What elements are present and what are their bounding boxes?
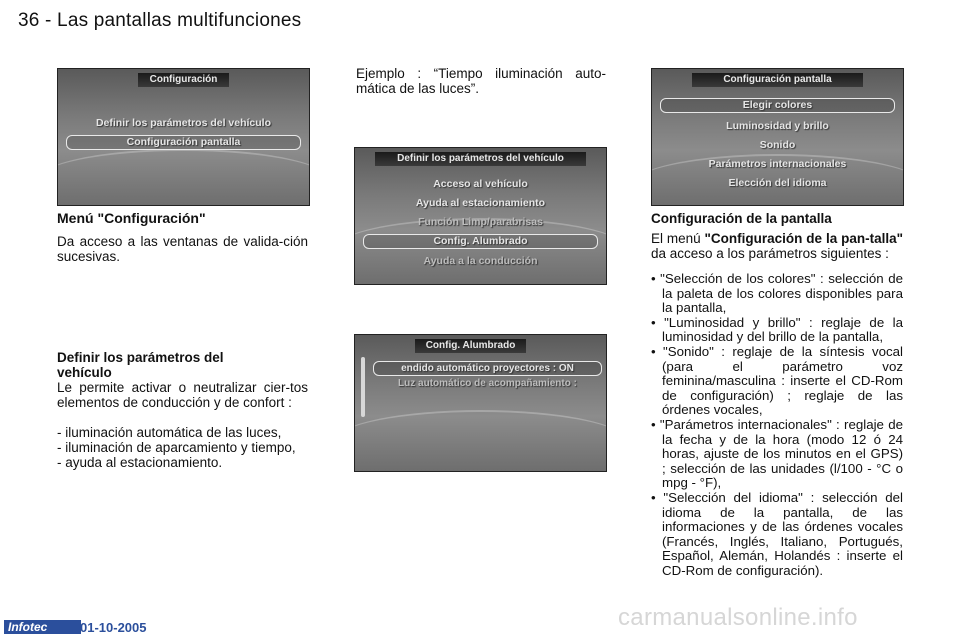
page-title: Las pantallas multifunciones [57,10,302,31]
menu-item: Parámetros internacionales [708,158,847,170]
menu-item: Ayuda a la conducción [423,255,538,267]
list-item: - ayuda al estacionamiento. [57,455,223,471]
heading-configuracion-pantalla: Configuración de la pantalla [651,211,832,226]
footer-date: 01-10-2005 [80,620,147,635]
list-item: - iluminación automática de las luces, [57,425,282,440]
screen-definir-parametros [354,147,607,285]
list-item: • "Luminosidad y brillo" : reglaje de la luminosidad y del brillo de la pantalla, [651,314,903,345]
list-item: - iluminación de aparcamiento y tiempo, [57,440,296,456]
list-item: • "Selección del idioma" : selección del idioma de la pantalla, de las informaciones y de las órdenes vocales (Francés, Inglés, Italiano, Portugués, Español, Alemán, Holandés : inserte el CD-Rom de configuración). [651,489,903,578]
para-configuracion-pantalla [651,231,903,261]
list-item: • "Selección de los colores" : selección de la paleta de los colores disponibles para la pantalla, [651,271,903,316]
page-number: 36 [18,10,40,31]
screen-config-alumbrado [354,334,607,472]
heading-definir-parametros: Definir los parámetros del vehículo [57,350,224,380]
screen-configuracion-pantalla [651,68,904,206]
para-definir-parametros: Le permite activar o neutralizar cier-tos elementos de conducción y de confort : [57,380,308,411]
menu-item-selected: Config. Alumbrado [363,234,598,249]
screen-configuracion [57,68,310,206]
menu-item: Luz automático de acompañamiento : [398,378,577,389]
intro-text: El menú [651,231,705,246]
heading-menu-configuracion: Menú "Configuración" [57,210,206,226]
menu-item: Elección del idioma [728,177,827,189]
menu-item-selected: Elegir colores [660,98,895,113]
screen-title: Configuración pantalla [692,73,863,87]
screen-title: Definir los parámetros del vehículo [375,152,586,166]
page-header [18,10,301,32]
intro-bold: "Configuración de la pan-talla" [704,231,903,246]
menu-item: Sonido [759,139,796,151]
screen-title: Configuración [138,73,229,87]
para-menu-configuracion: Da acceso a las ventanas de valida-ción sucesivas. [57,234,308,265]
list-configuracion-pantalla [651,272,903,578]
watermark: carmanualsonline.info [618,604,858,631]
list-item: • "Sonido" : reglaje de la síntesis vocal (para el parámetro voz feminina/masculina : inserte el CD-Rom de configuración) ; reglaje de las órdenes vocales, [651,343,903,418]
intro-text-end: da acceso a los parámetros siguientes : [651,246,889,262]
infotec-logo: Infotec [4,620,81,634]
menu-item: Función Limp/parabrisas [418,216,543,228]
menu-item: Ayuda al estacionamiento [415,197,546,209]
list-definir-parametros [57,425,308,471]
menu-item: Luminosidad y brillo [726,120,829,132]
header-separator: - [39,10,58,31]
menu-item: Definir los parámetros del vehículo [95,117,272,129]
list-item: • "Parámetros internacionales" : reglaje de la fecha y de la hora (modo 12 ó 24 horas, ajuste de los minutos en el GPS) ; selección de las unidades (l/100 - °C o mpg - °F), [651,416,903,491]
example-text: Ejemplo : “Tiempo iluminación auto-mática de las luces”. [356,66,606,97]
scrollbar [361,357,365,417]
screen-title: Config. Alumbrado [415,339,526,353]
menu-item-selected: Configuración pantalla [66,135,301,150]
menu-item-selected: endido automático proyectores : ON [373,361,602,376]
menu-item: Acceso al vehículo [433,178,528,190]
